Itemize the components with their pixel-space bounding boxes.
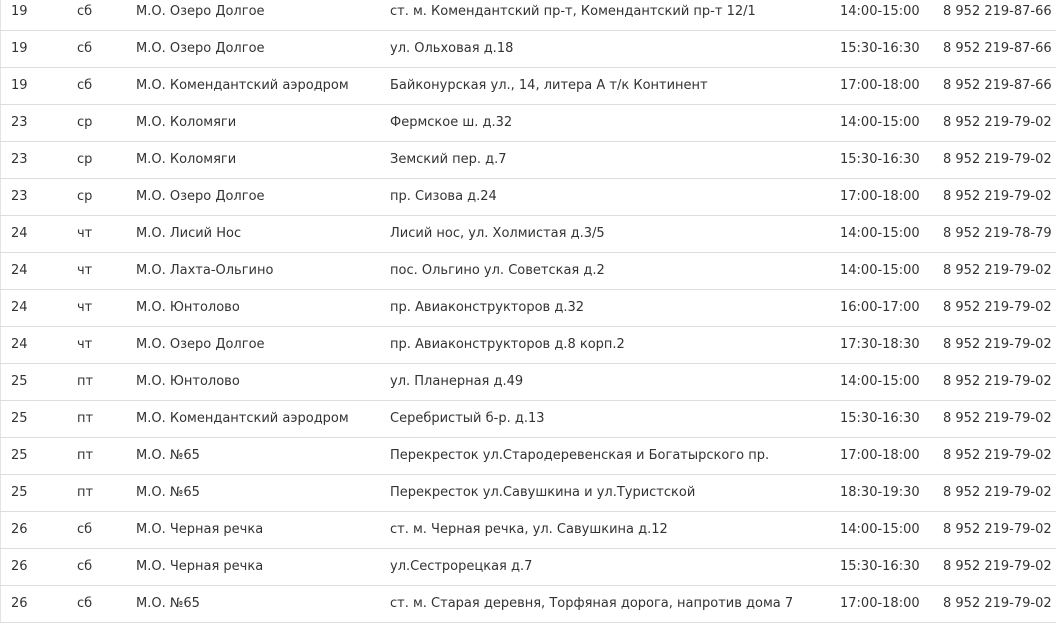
phone-cell: 8 952 219-79-02: [943, 596, 1052, 611]
phone-cell: 8 952 219-79-02: [943, 448, 1052, 463]
time-cell: 17:30-18:30: [840, 337, 920, 352]
time-cell: 17:00-18:00: [840, 189, 920, 204]
table-row: [0, 438, 1056, 475]
time-cell: 17:00-18:00: [840, 448, 920, 463]
address-cell: ст. м. Комендантский пр-т, Комендантский пр-т 12/1: [390, 4, 756, 19]
time-cell: 17:00-18:00: [840, 78, 920, 93]
address-cell: Байконурская ул., 14, литера А т/к Континент: [390, 78, 708, 93]
weekday-cell: чт: [77, 226, 93, 241]
table-row: [0, 253, 1056, 290]
address-cell: Перекресток ул.Стародеревенская и Богатырского пр.: [390, 448, 770, 463]
district-cell: М.О. Озеро Долгое: [136, 41, 265, 56]
table-row: [0, 142, 1056, 179]
district-cell: М.О. №65: [136, 448, 200, 463]
day-cell: 24: [11, 337, 28, 352]
address-cell: ст. м. Черная речка, ул. Савушкина д.12: [390, 522, 668, 537]
district-cell: М.О. №65: [136, 596, 200, 611]
address-cell: Земский пер. д.7: [390, 152, 507, 167]
table-row: [0, 31, 1056, 68]
weekday-cell: сб: [77, 559, 93, 574]
time-cell: 18:30-19:30: [840, 485, 920, 500]
weekday-cell: сб: [77, 4, 93, 19]
phone-cell: 8 952 219-79-02: [943, 374, 1052, 389]
district-cell: М.О. Юнтолово: [136, 300, 240, 315]
address-cell: ст. м. Старая деревня, Торфяная дорога, напротив дома 7: [390, 596, 794, 611]
table-row: [0, 549, 1056, 586]
table-row: [0, 0, 1056, 31]
phone-cell: 8 952 219-87-66: [943, 78, 1052, 93]
weekday-cell: сб: [77, 41, 93, 56]
district-cell: М.О. Озеро Долгое: [136, 4, 265, 19]
time-cell: 15:30-16:30: [840, 41, 920, 56]
day-cell: 23: [11, 115, 28, 130]
day-cell: 25: [11, 485, 28, 500]
weekday-cell: чт: [77, 263, 93, 278]
address-cell: ул. Ольховая д.18: [390, 41, 514, 56]
time-cell: 15:30-16:30: [840, 559, 920, 574]
address-cell: ул.Сестрорецкая д.7: [390, 559, 533, 574]
day-cell: 24: [11, 226, 28, 241]
address-cell: пр. Авиаконструкторов д.8 корп.2: [390, 337, 625, 352]
day-cell: 24: [11, 263, 28, 278]
weekday-cell: ср: [77, 115, 93, 130]
address-cell: пр. Авиаконструкторов д.32: [390, 300, 584, 315]
phone-cell: 8 952 219-78-79: [943, 226, 1052, 241]
time-cell: 14:00-15:00: [840, 4, 920, 19]
phone-cell: 8 952 219-87-66: [943, 4, 1052, 19]
table-row: [0, 105, 1056, 142]
phone-cell: 8 952 219-79-02: [943, 189, 1052, 204]
table-row: [0, 512, 1056, 549]
district-cell: М.О. Озеро Долгое: [136, 337, 265, 352]
weekday-cell: пт: [77, 411, 94, 426]
table-row: [0, 475, 1056, 512]
phone-cell: 8 952 219-79-02: [943, 411, 1052, 426]
table-row: [0, 290, 1056, 327]
district-cell: М.О. Коломяги: [136, 152, 237, 167]
time-cell: 14:00-15:00: [840, 374, 920, 389]
phone-cell: 8 952 219-79-02: [943, 485, 1052, 500]
phone-cell: 8 952 219-79-02: [943, 337, 1052, 352]
phone-cell: 8 952 219-79-02: [943, 300, 1052, 315]
weekday-cell: пт: [77, 485, 94, 500]
address-cell: пос. Ольгино ул. Советская д.2: [390, 263, 605, 278]
day-cell: 19: [11, 41, 28, 56]
district-cell: М.О. Озеро Долгое: [136, 189, 265, 204]
time-cell: 15:30-16:30: [840, 411, 920, 426]
district-cell: М.О. Коломяги: [136, 115, 237, 130]
time-cell: 14:00-15:00: [840, 263, 920, 278]
time-cell: 14:00-15:00: [840, 226, 920, 241]
phone-cell: 8 952 219-87-66: [943, 41, 1052, 56]
table-row: [0, 327, 1056, 364]
day-cell: 19: [11, 78, 28, 93]
day-cell: 23: [11, 152, 28, 167]
district-cell: М.О. Лисий Нос: [136, 226, 242, 241]
weekday-cell: сб: [77, 522, 93, 537]
weekday-cell: ср: [77, 189, 93, 204]
address-cell: ул. Планерная д.49: [390, 374, 524, 389]
address-cell: Перекресток ул.Савушкина и ул.Туристской: [390, 485, 696, 500]
district-cell: М.О. Черная речка: [136, 559, 264, 574]
district-cell: М.О. Комендантский аэродром: [136, 78, 349, 93]
district-cell: М.О. Лахта-Ольгино: [136, 263, 274, 278]
weekday-cell: чт: [77, 300, 93, 315]
day-cell: 19: [11, 4, 28, 19]
table-row: [0, 179, 1056, 216]
time-cell: 14:00-15:00: [840, 522, 920, 537]
weekday-cell: сб: [77, 596, 93, 611]
table-row: [0, 216, 1056, 253]
phone-cell: 8 952 219-79-02: [943, 115, 1052, 130]
weekday-cell: сб: [77, 78, 93, 93]
time-cell: 14:00-15:00: [840, 115, 920, 130]
phone-cell: 8 952 219-79-02: [943, 559, 1052, 574]
day-cell: 23: [11, 189, 28, 204]
weekday-cell: пт: [77, 448, 94, 463]
phone-cell: 8 952 219-79-02: [943, 522, 1052, 537]
day-cell: 25: [11, 411, 28, 426]
time-cell: 17:00-18:00: [840, 596, 920, 611]
phone-cell: 8 952 219-79-02: [943, 263, 1052, 278]
day-cell: 24: [11, 300, 28, 315]
table-row: [0, 586, 1056, 623]
time-cell: 15:30-16:30: [840, 152, 920, 167]
table-row: [0, 68, 1056, 105]
day-cell: 25: [11, 374, 28, 389]
table-row: [0, 401, 1056, 438]
table-row: [0, 364, 1056, 401]
address-cell: пр. Сизова д.24: [390, 189, 497, 204]
day-cell: 26: [11, 522, 28, 537]
time-cell: 16:00-17:00: [840, 300, 920, 315]
day-cell: 26: [11, 596, 28, 611]
address-cell: Лисий нос, ул. Холмистая д.3/5: [390, 226, 605, 241]
address-cell: Серебристый б-р. д.13: [390, 411, 545, 426]
district-cell: М.О. Юнтолово: [136, 374, 240, 389]
day-cell: 26: [11, 559, 28, 574]
phone-cell: 8 952 219-79-02: [943, 152, 1052, 167]
address-cell: Фермское ш. д.32: [390, 115, 513, 130]
district-cell: М.О. Черная речка: [136, 522, 264, 537]
district-cell: М.О. Комендантский аэродром: [136, 411, 349, 426]
weekday-cell: чт: [77, 337, 93, 352]
district-cell: М.О. №65: [136, 485, 200, 500]
day-cell: 25: [11, 448, 28, 463]
weekday-cell: пт: [77, 374, 94, 389]
weekday-cell: ср: [77, 152, 93, 167]
